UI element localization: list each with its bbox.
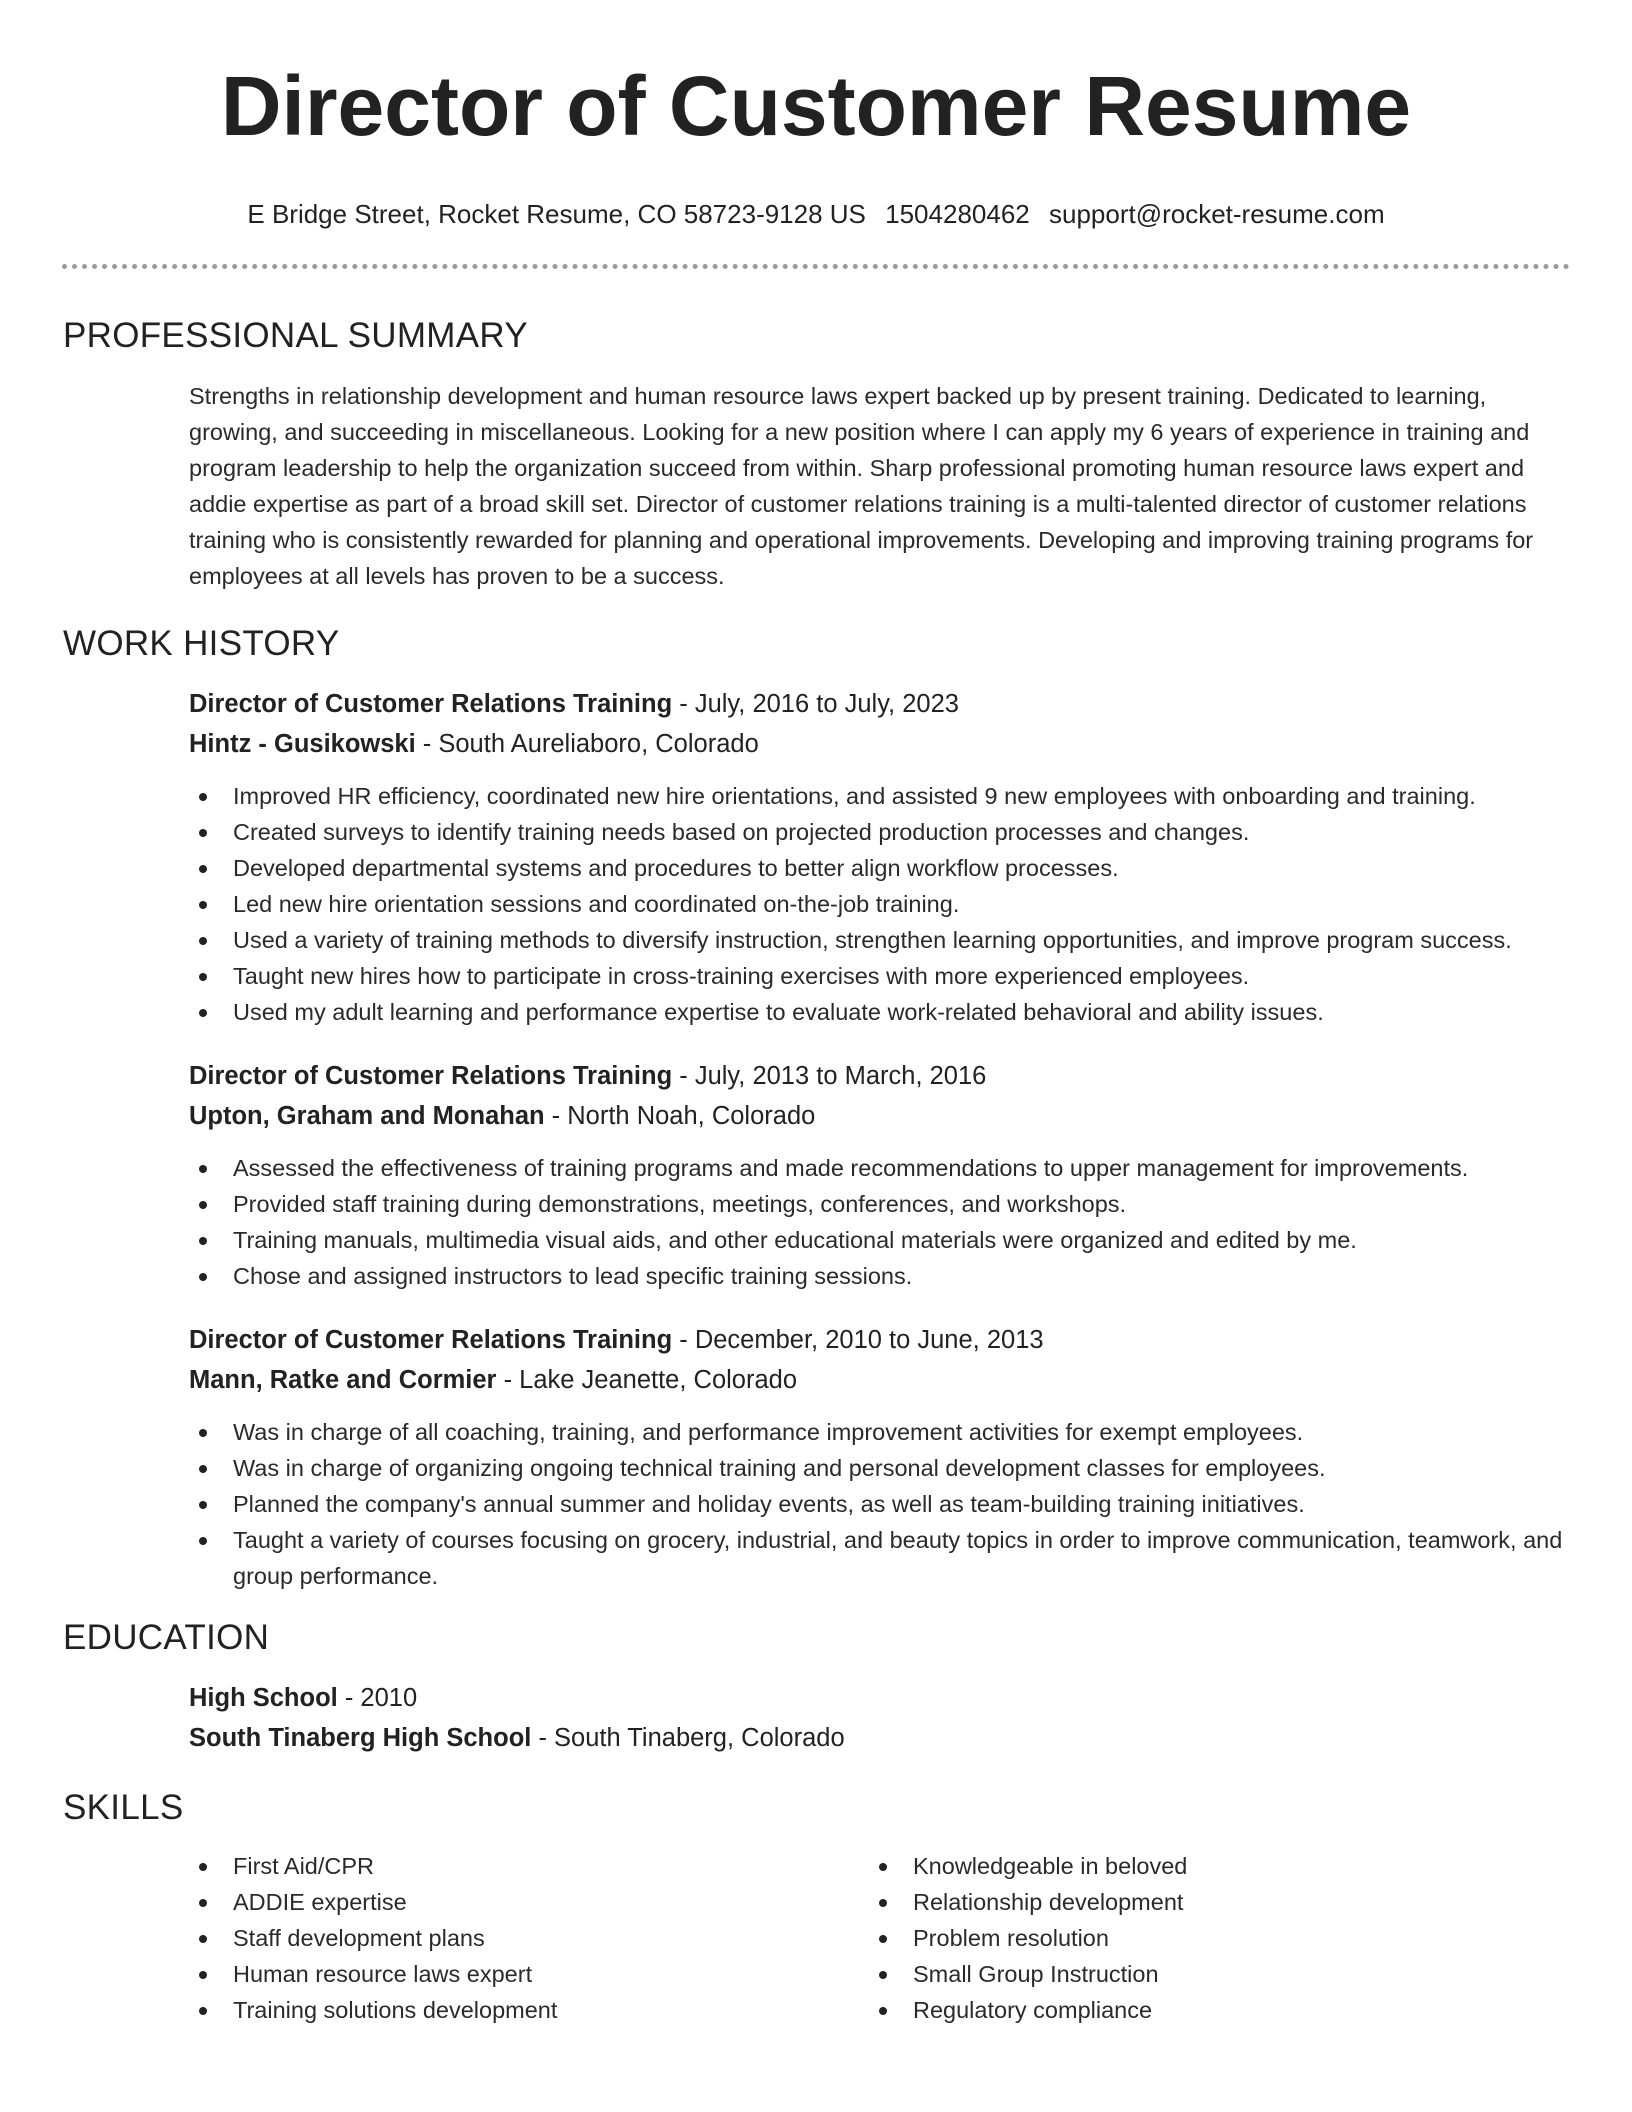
list-item: Improved HR efficiency, coordinated new hire orientations, and assisted 9 new employees with onboarding and training.	[189, 778, 1570, 814]
education-entry	[189, 1678, 1570, 1758]
list-item: Training manuals, multimedia visual aids, and other educational materials were organized and edited by me.	[189, 1222, 1570, 1258]
skill-item: First Aid/CPR	[189, 1848, 869, 1884]
summary-text: Strengths in relationship development and human resource laws expert backed up by present training. Dedicated to learning, growing, and succeeding in miscellaneous. Looking for a new position where I can apply my 6 years of experience in training and program leadership to help the organization succeed from within. Sharp professional promoting human resource laws expert and addie expertise as part of a broad skill set. Director of customer relations training is a multi-talented director of customer relations training who is consistently rewarded for planning and operational improvements. Developing and improving training programs for employees at all levels has proven to be a success.	[189, 383, 1534, 589]
job-title-line	[189, 684, 1570, 724]
skill-item: Human resource laws expert	[189, 1956, 869, 1992]
skill-item: Training solutions development	[189, 1992, 869, 2028]
job-entry	[189, 1056, 1570, 1294]
job-company-line	[189, 724, 1570, 764]
list-item: Assessed the effectiveness of training programs and made recommendations to upper management for improvements.	[189, 1150, 1570, 1186]
contact-line	[0, 198, 1632, 230]
education-degree-line	[189, 1678, 1570, 1718]
resume-title: Director of Customer Resume	[220, 59, 1412, 153]
job-company: Upton, Graham and Monahan	[189, 1102, 545, 1130]
skill-item: Knowledgeable in beloved	[869, 1848, 1549, 1884]
list-item: Taught new hires how to participate in cross-training exercises with more experienced employees.	[189, 958, 1570, 994]
job-company: Mann, Ratke and Cormier	[189, 1366, 497, 1394]
list-item: Was in charge of all coaching, training, and performance improvement activities for exempt employees.	[189, 1414, 1570, 1450]
list-item: Chose and assigned instructors to lead specific training sessions.	[189, 1258, 1570, 1294]
skill-item: Problem resolution	[869, 1920, 1549, 1956]
job-bullets	[189, 1414, 1570, 1594]
skill-item: Relationship development	[869, 1884, 1549, 1920]
job-bullets	[189, 778, 1570, 1030]
section-title-education: EDUCATION	[63, 1618, 270, 1657]
list-item: Developed departmental systems and procedures to better align workflow processes.	[189, 850, 1570, 886]
job-company-line	[189, 1360, 1570, 1400]
skills-list-left	[189, 1848, 869, 2028]
job-dates: - December, 2010 to June, 2013	[672, 1326, 1044, 1354]
education-location: - South Tinaberg, Colorado	[531, 1724, 845, 1752]
skills-list-right	[869, 1848, 1549, 2028]
job-company-line	[189, 1096, 1570, 1136]
list-item: Led new hire orientation sessions and coordinated on-the-job training.	[189, 886, 1570, 922]
skill-item: Small Group Instruction	[869, 1956, 1549, 1992]
job-entry	[189, 1320, 1570, 1594]
contact-phone: 1504280462	[885, 199, 1030, 229]
skills-grid	[189, 1848, 1570, 2028]
job-role: Director of Customer Relations Training	[189, 1062, 673, 1090]
job-location: - South Aureliaboro, Colorado	[415, 730, 759, 758]
skills-column-right	[869, 1848, 1549, 2028]
section-title-summary: PROFESSIONAL SUMMARY	[63, 316, 528, 355]
skill-item: Regulatory compliance	[869, 1992, 1549, 2028]
skill-item: ADDIE expertise	[189, 1884, 869, 1920]
skills-column-left	[189, 1848, 869, 2028]
job-role: Director of Customer Relations Training	[189, 1326, 673, 1354]
job-title-line	[189, 1320, 1570, 1360]
list-item: Created surveys to identify training needs based on projected production processes and changes.	[189, 814, 1570, 850]
list-item: Used my adult learning and performance expertise to evaluate work-related behavioral and ability issues.	[189, 994, 1570, 1030]
list-item: Was in charge of organizing ongoing technical training and personal development classes for employees.	[189, 1450, 1570, 1486]
job-role: Director of Customer Relations Training	[189, 690, 673, 718]
section-title-work-history: WORK HISTORY	[63, 624, 340, 663]
job-dates: - July, 2013 to March, 2016	[672, 1062, 987, 1090]
education-degree: High School	[189, 1684, 338, 1712]
education-school: South Tinaberg High School	[189, 1724, 532, 1752]
job-dates: - July, 2016 to July, 2023	[672, 690, 959, 718]
job-bullets	[189, 1150, 1570, 1294]
contact-address: E Bridge Street, Rocket Resume, CO 58723-9128 US	[247, 199, 866, 229]
education-school-line	[189, 1718, 1570, 1758]
list-item: Planned the company's annual summer and holiday events, as well as team-building training initiatives.	[189, 1486, 1570, 1522]
job-company: Hintz - Gusikowski	[189, 730, 416, 758]
list-item: Used a variety of training methods to diversify instruction, strengthen learning opportunities, and improve program success.	[189, 922, 1570, 958]
education-year: - 2010	[337, 1684, 418, 1712]
header-divider	[62, 264, 1570, 269]
contact-email: support@rocket-resume.com	[1048, 199, 1385, 229]
job-location: - North Noah, Colorado	[544, 1102, 816, 1130]
list-item: Taught a variety of courses focusing on grocery, industrial, and beauty topics in order to improve communication, teamwork, and group performance.	[189, 1522, 1570, 1594]
job-location: - Lake Jeanette, Colorado	[496, 1366, 798, 1394]
section-title-skills: SKILLS	[63, 1788, 184, 1827]
skill-item: Staff development plans	[189, 1920, 869, 1956]
list-item: Provided staff training during demonstrations, meetings, conferences, and workshops.	[189, 1186, 1570, 1222]
job-title-line	[189, 1056, 1570, 1096]
job-entry	[189, 684, 1570, 1030]
